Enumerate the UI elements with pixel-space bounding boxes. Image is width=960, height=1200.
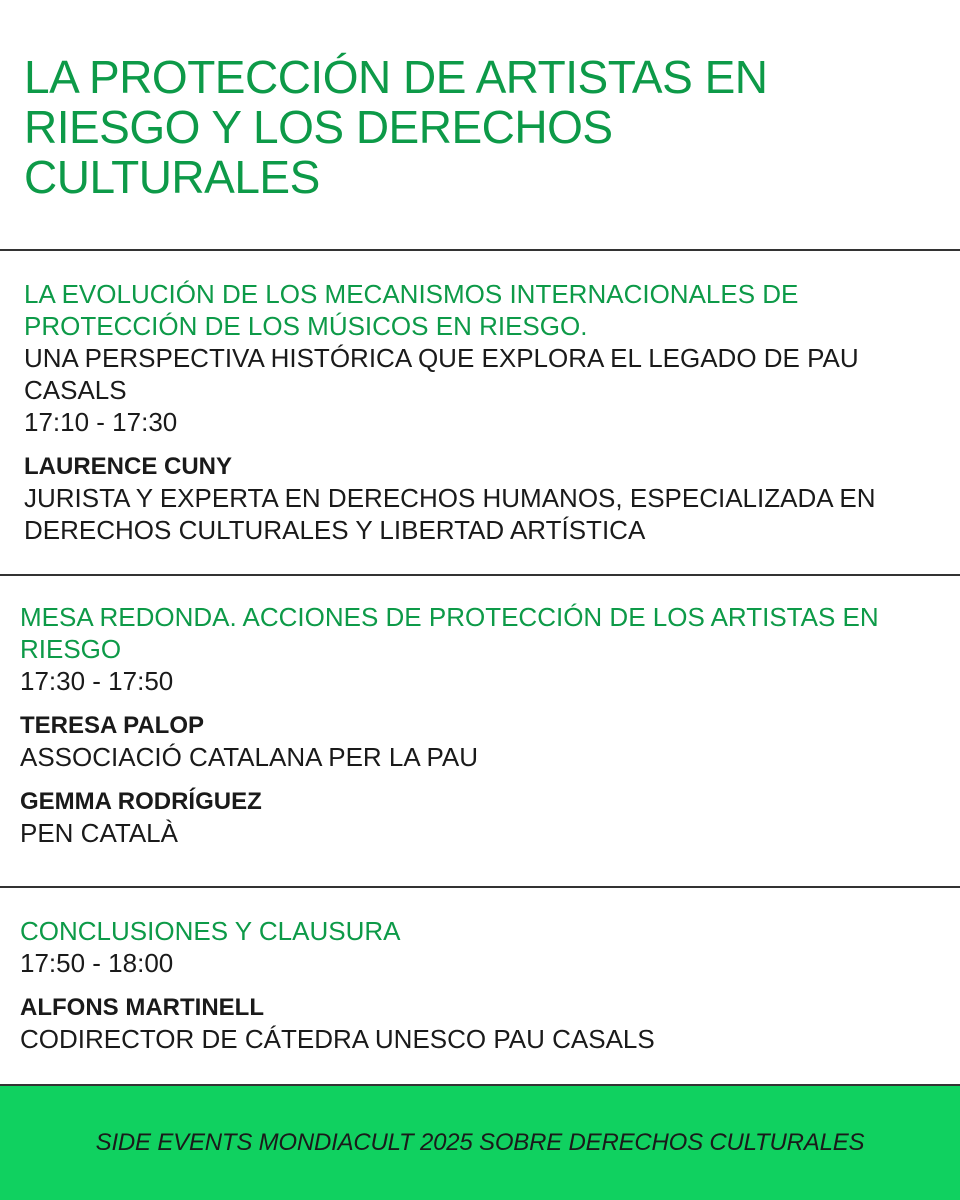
page-title: LA PROTECCIÓN DE ARTISTAS EN RIESGO Y LOS DERECHOS CULTURALES <box>24 51 768 203</box>
speaker-name: LAURENCE CUNY <box>24 453 233 480</box>
session-title: LA EVOLUCIÓN DE LOS MECANISMOS INTERNACIONALES DE PROTECCIÓN DE LOS MÚSICOS EN RIESGO. <box>24 279 799 341</box>
footer-banner <box>0 1086 960 1200</box>
speaker-role: CODIRECTOR DE CÁTEDRA UNESCO PAU CASALS <box>20 1024 655 1054</box>
divider <box>0 574 960 576</box>
speaker-name: TERESA PALOP <box>20 712 205 739</box>
session-time: 17:10 - 17:30 <box>24 407 178 437</box>
speaker-role: PEN CATALÀ <box>20 818 178 848</box>
speaker-role: ASSOCIACIÓ CATALANA PER LA PAU <box>20 742 479 772</box>
session-3 <box>0 915 960 1055</box>
speaker-name: ALFONS MARTINELL <box>20 994 264 1021</box>
speaker-name: GEMMA RODRÍGUEZ <box>20 788 262 815</box>
session-title: MESA REDONDA. ACCIONES DE PROTECCIÓN DE LOS ARTISTAS EN RIESGO <box>20 602 879 664</box>
footer-text: SIDE EVENTS MONDIACULT 2025 SOBRE DERECHOS CULTURALES <box>95 1129 865 1156</box>
speaker-role: JURISTA Y EXPERTA EN DERECHOS HUMANOS, ESPECIALIZADA EN DERECHOS CULTURALES Y LIBERTAD ARTÍSTICA <box>24 483 876 545</box>
session-2 <box>0 601 960 849</box>
session-1 <box>0 278 960 546</box>
session-time: 17:30 - 17:50 <box>20 666 174 696</box>
session-subtitle: UNA PERSPECTIVA HISTÓRICA QUE EXPLORA EL LEGADO DE PAU CASALS <box>24 343 859 405</box>
divider <box>0 886 960 888</box>
session-time: 17:50 - 18:00 <box>20 948 174 978</box>
session-title: CONCLUSIONES Y CLAUSURA <box>20 916 401 946</box>
divider <box>0 249 960 251</box>
